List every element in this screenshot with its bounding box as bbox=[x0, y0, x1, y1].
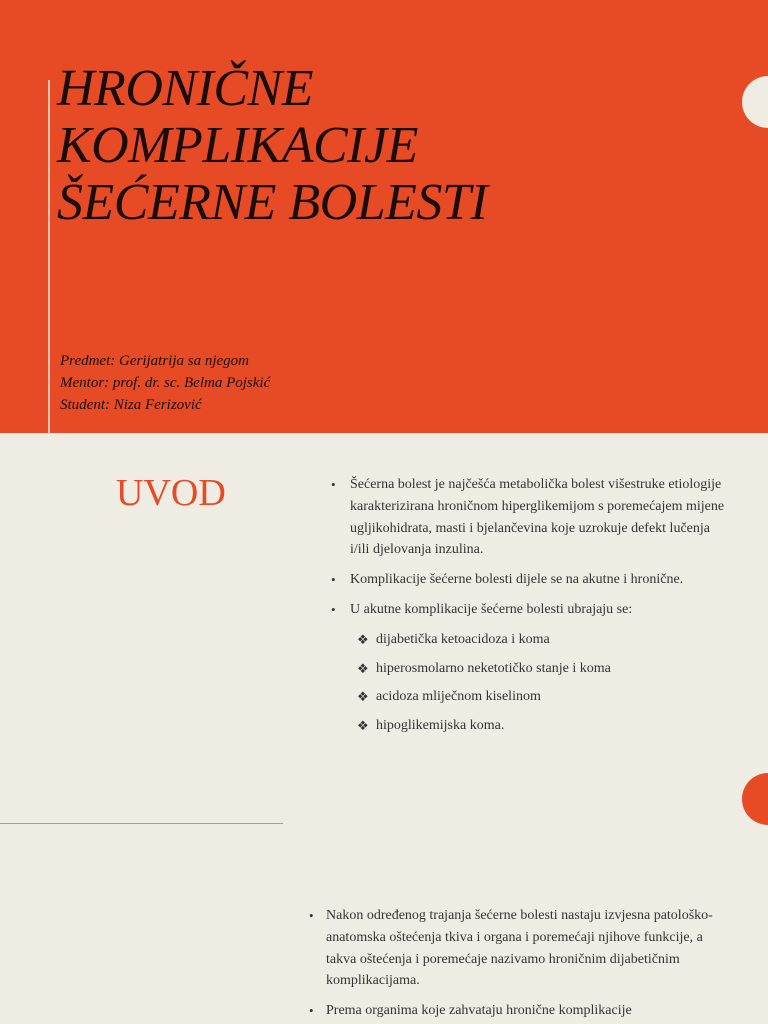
meta-subject: Predmet: Gerijatrija sa njegom bbox=[60, 353, 250, 369]
horizontal-accent-line bbox=[0, 823, 283, 824]
list-item bbox=[308, 1000, 728, 1022]
title-slide bbox=[0, 0, 768, 433]
chronic-bullet-list bbox=[308, 905, 728, 1024]
sub-list-item bbox=[330, 658, 725, 680]
sub-item-text: dijabetička ketoacidoza i koma bbox=[376, 631, 550, 647]
sub-list-item bbox=[330, 686, 725, 708]
vertical-accent-line bbox=[48, 80, 50, 433]
meta-mentor: Mentor: prof. dr. sc. Belma Pojskić bbox=[60, 375, 271, 391]
sub-item-text: acidoza mliječnom kiselinom bbox=[376, 689, 541, 705]
diamond-bullet-icon: ❖ bbox=[357, 631, 369, 647]
bullet-icon: • bbox=[331, 601, 336, 617]
list-item-text: Nakon određenog trajanja šećerne bolesti nastaju izvjesna patološko-anatomska oštećenja tkiva i organa i poremećaji njihove funkcije, a takva oštećenja i poremećaje nazivamo hroničnim dijabetičnim komplikacijama. bbox=[326, 908, 713, 989]
list-item bbox=[330, 599, 725, 621]
intro-bullet-list bbox=[330, 474, 725, 744]
bullet-icon: • bbox=[309, 908, 314, 923]
diamond-bullet-icon: ❖ bbox=[357, 660, 369, 676]
sub-list-item bbox=[330, 715, 725, 737]
list-item bbox=[308, 905, 728, 992]
bullet-icon: • bbox=[331, 572, 336, 588]
meta-student: Student: Niza Ferizović bbox=[60, 397, 202, 413]
diamond-bullet-icon: ❖ bbox=[357, 718, 369, 734]
list-item-text: Šećerna bolest je najčešća metabolička bolest višestruke etiologije karakterizirana hroničnom hiperglikemijom s poremećajem mijene ugljikohidrata, masti i bjelančevina koje uzrokuje defekt lučenja i/ili djelovanja inzulina. bbox=[350, 477, 725, 558]
list-item-text: U akutne komplikacije šećerne bolesti ubrajaju se: bbox=[350, 601, 633, 617]
section-heading: UVOD bbox=[116, 472, 226, 514]
list-item-text: Komplikacije šećerne bolesti dijele se na akutne i hronične. bbox=[350, 572, 684, 588]
decorative-circle bbox=[742, 76, 768, 128]
diamond-bullet-icon: ❖ bbox=[357, 689, 369, 705]
slide-meta bbox=[60, 350, 270, 416]
sub-item-text: hiperosmolarno neketotičko stanje i koma bbox=[376, 660, 611, 676]
decorative-circle bbox=[742, 773, 768, 825]
title-line: ŠEĆERNE BOLESTI bbox=[57, 174, 488, 231]
bullet-icon: • bbox=[331, 477, 336, 492]
title-line: KOMPLIKACIJE bbox=[57, 117, 418, 174]
title-line: HRONIČNE bbox=[57, 60, 313, 117]
list-item bbox=[330, 569, 725, 591]
intro-slide bbox=[0, 433, 768, 1024]
list-item bbox=[330, 474, 725, 561]
sub-list-item bbox=[330, 629, 725, 651]
slide-title bbox=[57, 60, 487, 231]
bullet-icon: • bbox=[309, 1003, 314, 1019]
sub-item-text: hipoglikemijska koma. bbox=[376, 718, 505, 734]
list-item-text: Prema organima koje zahvataju hronične komplikacije bbox=[326, 1003, 632, 1019]
